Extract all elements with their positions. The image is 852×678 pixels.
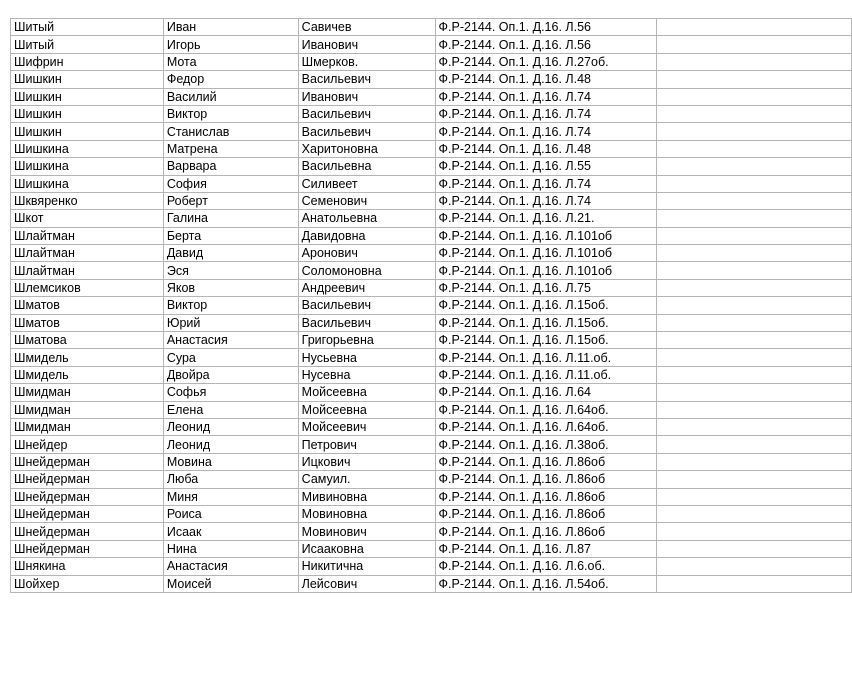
first-name-cell: Галина [163, 210, 298, 227]
table-row [11, 297, 852, 314]
patronymic-cell: Васильевич [298, 297, 435, 314]
patronymic-cell: Савичев [298, 19, 435, 36]
table-row [11, 140, 852, 157]
archive-reference-cell: Ф.Р-2144. Оп.1. Д.16. Л.15об. [435, 314, 657, 331]
archive-reference-cell: Ф.Р-2144. Оп.1. Д.16. Л.86об [435, 488, 657, 505]
archive-reference-cell: Ф.Р-2144. Оп.1. Д.16. Л.15об. [435, 297, 657, 314]
patronymic-cell: Ицкович [298, 453, 435, 470]
table-row [11, 471, 852, 488]
archive-reference-cell: Ф.Р-2144. Оп.1. Д.16. Л.86об [435, 523, 657, 540]
surname-cell: Шнейдерман [11, 453, 164, 470]
empty-cell [657, 349, 852, 366]
table-row [11, 558, 852, 575]
surname-cell: Шишкин [11, 123, 164, 140]
first-name-cell: Станислав [163, 123, 298, 140]
table-row [11, 88, 852, 105]
surname-cell: Шнейдерман [11, 488, 164, 505]
empty-cell [657, 384, 852, 401]
archive-reference-cell: Ф.Р-2144. Оп.1. Д.16. Л.86об [435, 453, 657, 470]
surname-cell: Шматов [11, 314, 164, 331]
first-name-cell: Юрий [163, 314, 298, 331]
surname-cell: Шмидман [11, 401, 164, 418]
surname-cell: Шнейдер [11, 436, 164, 453]
empty-cell [657, 401, 852, 418]
surname-cell: Шмидман [11, 384, 164, 401]
patronymic-cell: Иванович [298, 36, 435, 53]
surname-cell: Шмидель [11, 349, 164, 366]
table-row [11, 384, 852, 401]
first-name-cell: Моисей [163, 575, 298, 592]
surname-cell: Шматова [11, 332, 164, 349]
table-row [11, 175, 852, 192]
archive-reference-cell: Ф.Р-2144. Оп.1. Д.16. Л.48 [435, 140, 657, 157]
table-row [11, 105, 852, 122]
empty-cell [657, 505, 852, 522]
archive-reference-cell: Ф.Р-2144. Оп.1. Д.16. Л.6.об. [435, 558, 657, 575]
archive-reference-cell: Ф.Р-2144. Оп.1. Д.16. Л.75 [435, 279, 657, 296]
table-row [11, 227, 852, 244]
empty-cell [657, 523, 852, 540]
surname-cell: Шнейдерман [11, 471, 164, 488]
patronymic-cell: Нусевна [298, 366, 435, 383]
archive-reference-cell: Ф.Р-2144. Оп.1. Д.16. Л.64об. [435, 401, 657, 418]
surname-cell: Шнейдерман [11, 505, 164, 522]
surname-cell: Шишкина [11, 140, 164, 157]
surname-cell: Шматов [11, 297, 164, 314]
archive-reference-cell: Ф.Р-2144. Оп.1. Д.16. Л.74 [435, 192, 657, 209]
empty-cell [657, 314, 852, 331]
archive-reference-cell: Ф.Р-2144. Оп.1. Д.16. Л.101об [435, 262, 657, 279]
archive-reference-cell: Ф.Р-2144. Оп.1. Д.16. Л.64об. [435, 418, 657, 435]
empty-cell [657, 436, 852, 453]
first-name-cell: Иван [163, 19, 298, 36]
surname-cell: Шнейдерман [11, 540, 164, 557]
archive-reference-cell: Ф.Р-2144. Оп.1. Д.16. Л.27об. [435, 53, 657, 70]
first-name-cell: Давид [163, 245, 298, 262]
empty-cell [657, 88, 852, 105]
empty-cell [657, 575, 852, 592]
first-name-cell: Леонид [163, 418, 298, 435]
archive-reference-cell: Ф.Р-2144. Оп.1. Д.16. Л.11.об. [435, 366, 657, 383]
empty-cell [657, 192, 852, 209]
surname-cell: Шишкина [11, 158, 164, 175]
table-row [11, 262, 852, 279]
table-row [11, 488, 852, 505]
patronymic-cell: Васильевич [298, 123, 435, 140]
empty-cell [657, 540, 852, 557]
table-row [11, 71, 852, 88]
archive-reference-cell: Ф.Р-2144. Оп.1. Д.16. Л.74 [435, 105, 657, 122]
patronymic-cell: Мовиновна [298, 505, 435, 522]
surname-cell: Шмидман [11, 418, 164, 435]
table-row [11, 505, 852, 522]
surname-cell: Шнейдерман [11, 523, 164, 540]
first-name-cell: Сура [163, 349, 298, 366]
table-row [11, 53, 852, 70]
patronymic-cell: Андреевич [298, 279, 435, 296]
surname-cell: Шишкин [11, 105, 164, 122]
empty-cell [657, 558, 852, 575]
archive-reference-cell: Ф.Р-2144. Оп.1. Д.16. Л.74 [435, 175, 657, 192]
table-row [11, 332, 852, 349]
empty-cell [657, 53, 852, 70]
table-row [11, 436, 852, 453]
table-row [11, 523, 852, 540]
first-name-cell: Исаак [163, 523, 298, 540]
first-name-cell: Игорь [163, 36, 298, 53]
table-row [11, 453, 852, 470]
surname-cell: Шитый [11, 36, 164, 53]
surname-cell: Шлайтман [11, 245, 164, 262]
records-sheet [10, 18, 852, 593]
patronymic-cell: Семенович [298, 192, 435, 209]
first-name-cell: Роберт [163, 192, 298, 209]
surname-cell: Шойхер [11, 575, 164, 592]
first-name-cell: Яков [163, 279, 298, 296]
empty-cell [657, 105, 852, 122]
patronymic-cell: Соломоновна [298, 262, 435, 279]
archive-reference-cell: Ф.Р-2144. Оп.1. Д.16. Л.101об [435, 245, 657, 262]
patronymic-cell: Силивеет [298, 175, 435, 192]
empty-cell [657, 71, 852, 88]
table-row [11, 418, 852, 435]
surname-cell: Шлайтман [11, 227, 164, 244]
empty-cell [657, 279, 852, 296]
surname-cell: Шишкин [11, 71, 164, 88]
table-row [11, 575, 852, 592]
table-row [11, 349, 852, 366]
first-name-cell: Мовина [163, 453, 298, 470]
empty-cell [657, 19, 852, 36]
archive-reference-cell: Ф.Р-2144. Оп.1. Д.16. Л.54об. [435, 575, 657, 592]
archive-reference-cell: Ф.Р-2144. Оп.1. Д.16. Л.101об [435, 227, 657, 244]
archive-reference-cell: Ф.Р-2144. Оп.1. Д.16. Л.56 [435, 36, 657, 53]
table-row [11, 36, 852, 53]
patronymic-cell: Мовинович [298, 523, 435, 540]
archive-reference-cell: Ф.Р-2144. Оп.1. Д.16. Л.48 [435, 71, 657, 88]
first-name-cell: Двойра [163, 366, 298, 383]
archive-reference-cell: Ф.Р-2144. Оп.1. Д.16. Л.21. [435, 210, 657, 227]
patronymic-cell: Мойсеевна [298, 384, 435, 401]
patronymic-cell: Шмерков. [298, 53, 435, 70]
first-name-cell: Анастасия [163, 558, 298, 575]
patronymic-cell: Давидовна [298, 227, 435, 244]
empty-cell [657, 418, 852, 435]
patronymic-cell: Нусьевна [298, 349, 435, 366]
patronymic-cell: Лейсович [298, 575, 435, 592]
archive-reference-cell: Ф.Р-2144. Оп.1. Д.16. Л.15об. [435, 332, 657, 349]
first-name-cell: Варвара [163, 158, 298, 175]
empty-cell [657, 453, 852, 470]
patronymic-cell: Васильевич [298, 314, 435, 331]
first-name-cell: Леонид [163, 436, 298, 453]
first-name-cell: Берта [163, 227, 298, 244]
first-name-cell: Виктор [163, 105, 298, 122]
first-name-cell: Эся [163, 262, 298, 279]
table-row [11, 123, 852, 140]
archive-reference-cell: Ф.Р-2144. Оп.1. Д.16. Л.64 [435, 384, 657, 401]
table-row [11, 245, 852, 262]
archive-reference-cell: Ф.Р-2144. Оп.1. Д.16. Л.11.об. [435, 349, 657, 366]
surname-cell: Шлайтман [11, 262, 164, 279]
table-row [11, 210, 852, 227]
empty-cell [657, 366, 852, 383]
archive-reference-cell: Ф.Р-2144. Оп.1. Д.16. Л.38об. [435, 436, 657, 453]
table-row [11, 158, 852, 175]
table-row [11, 192, 852, 209]
first-name-cell: Василий [163, 88, 298, 105]
archive-reference-cell: Ф.Р-2144. Оп.1. Д.16. Л.74 [435, 88, 657, 105]
empty-cell [657, 245, 852, 262]
empty-cell [657, 471, 852, 488]
first-name-cell: Миня [163, 488, 298, 505]
surname-cell: Шитый [11, 19, 164, 36]
table-row [11, 366, 852, 383]
first-name-cell: Федор [163, 71, 298, 88]
first-name-cell: Мота [163, 53, 298, 70]
surname-cell: Шнякина [11, 558, 164, 575]
table-row [11, 314, 852, 331]
patronymic-cell: Харитоновна [298, 140, 435, 157]
surname-cell: Шквяренко [11, 192, 164, 209]
archive-reference-cell: Ф.Р-2144. Оп.1. Д.16. Л.74 [435, 123, 657, 140]
surname-cell: Шишкин [11, 88, 164, 105]
empty-cell [657, 262, 852, 279]
patronymic-cell: Никитична [298, 558, 435, 575]
surname-cell: Шифрин [11, 53, 164, 70]
patronymic-cell: Мивиновна [298, 488, 435, 505]
first-name-cell: Люба [163, 471, 298, 488]
patronymic-cell: Анатольевна [298, 210, 435, 227]
patronymic-cell: Петрович [298, 436, 435, 453]
surname-cell: Шишкина [11, 175, 164, 192]
empty-cell [657, 158, 852, 175]
patronymic-cell: Васильевич [298, 105, 435, 122]
archive-reference-cell: Ф.Р-2144. Оп.1. Д.16. Л.56 [435, 19, 657, 36]
first-name-cell: Роиса [163, 505, 298, 522]
first-name-cell: Софья [163, 384, 298, 401]
patronymic-cell: Васильевна [298, 158, 435, 175]
table-row [11, 279, 852, 296]
first-name-cell: Анастасия [163, 332, 298, 349]
first-name-cell: Елена [163, 401, 298, 418]
surname-cell: Шкот [11, 210, 164, 227]
surname-cell: Шлемсиков [11, 279, 164, 296]
table-row [11, 401, 852, 418]
first-name-cell: Нина [163, 540, 298, 557]
empty-cell [657, 36, 852, 53]
patronymic-cell: Самуил. [298, 471, 435, 488]
empty-cell [657, 140, 852, 157]
patronymic-cell: Иванович [298, 88, 435, 105]
table-row [11, 19, 852, 36]
archive-reference-cell: Ф.Р-2144. Оп.1. Д.16. Л.55 [435, 158, 657, 175]
patronymic-cell: Григорьевна [298, 332, 435, 349]
archive-reference-cell: Ф.Р-2144. Оп.1. Д.16. Л.87 [435, 540, 657, 557]
patronymic-cell: Исааковна [298, 540, 435, 557]
empty-cell [657, 488, 852, 505]
first-name-cell: Матрена [163, 140, 298, 157]
empty-cell [657, 332, 852, 349]
patronymic-cell: Аронович [298, 245, 435, 262]
records-table [10, 18, 852, 593]
empty-cell [657, 123, 852, 140]
table-row [11, 540, 852, 557]
records-table-body [11, 19, 852, 593]
first-name-cell: Виктор [163, 297, 298, 314]
empty-cell [657, 297, 852, 314]
archive-reference-cell: Ф.Р-2144. Оп.1. Д.16. Л.86об [435, 505, 657, 522]
empty-cell [657, 175, 852, 192]
patronymic-cell: Мойсеевна [298, 401, 435, 418]
empty-cell [657, 210, 852, 227]
empty-cell [657, 227, 852, 244]
first-name-cell: София [163, 175, 298, 192]
archive-reference-cell: Ф.Р-2144. Оп.1. Д.16. Л.86об [435, 471, 657, 488]
patronymic-cell: Васильевич [298, 71, 435, 88]
surname-cell: Шмидель [11, 366, 164, 383]
patronymic-cell: Мойсеевич [298, 418, 435, 435]
